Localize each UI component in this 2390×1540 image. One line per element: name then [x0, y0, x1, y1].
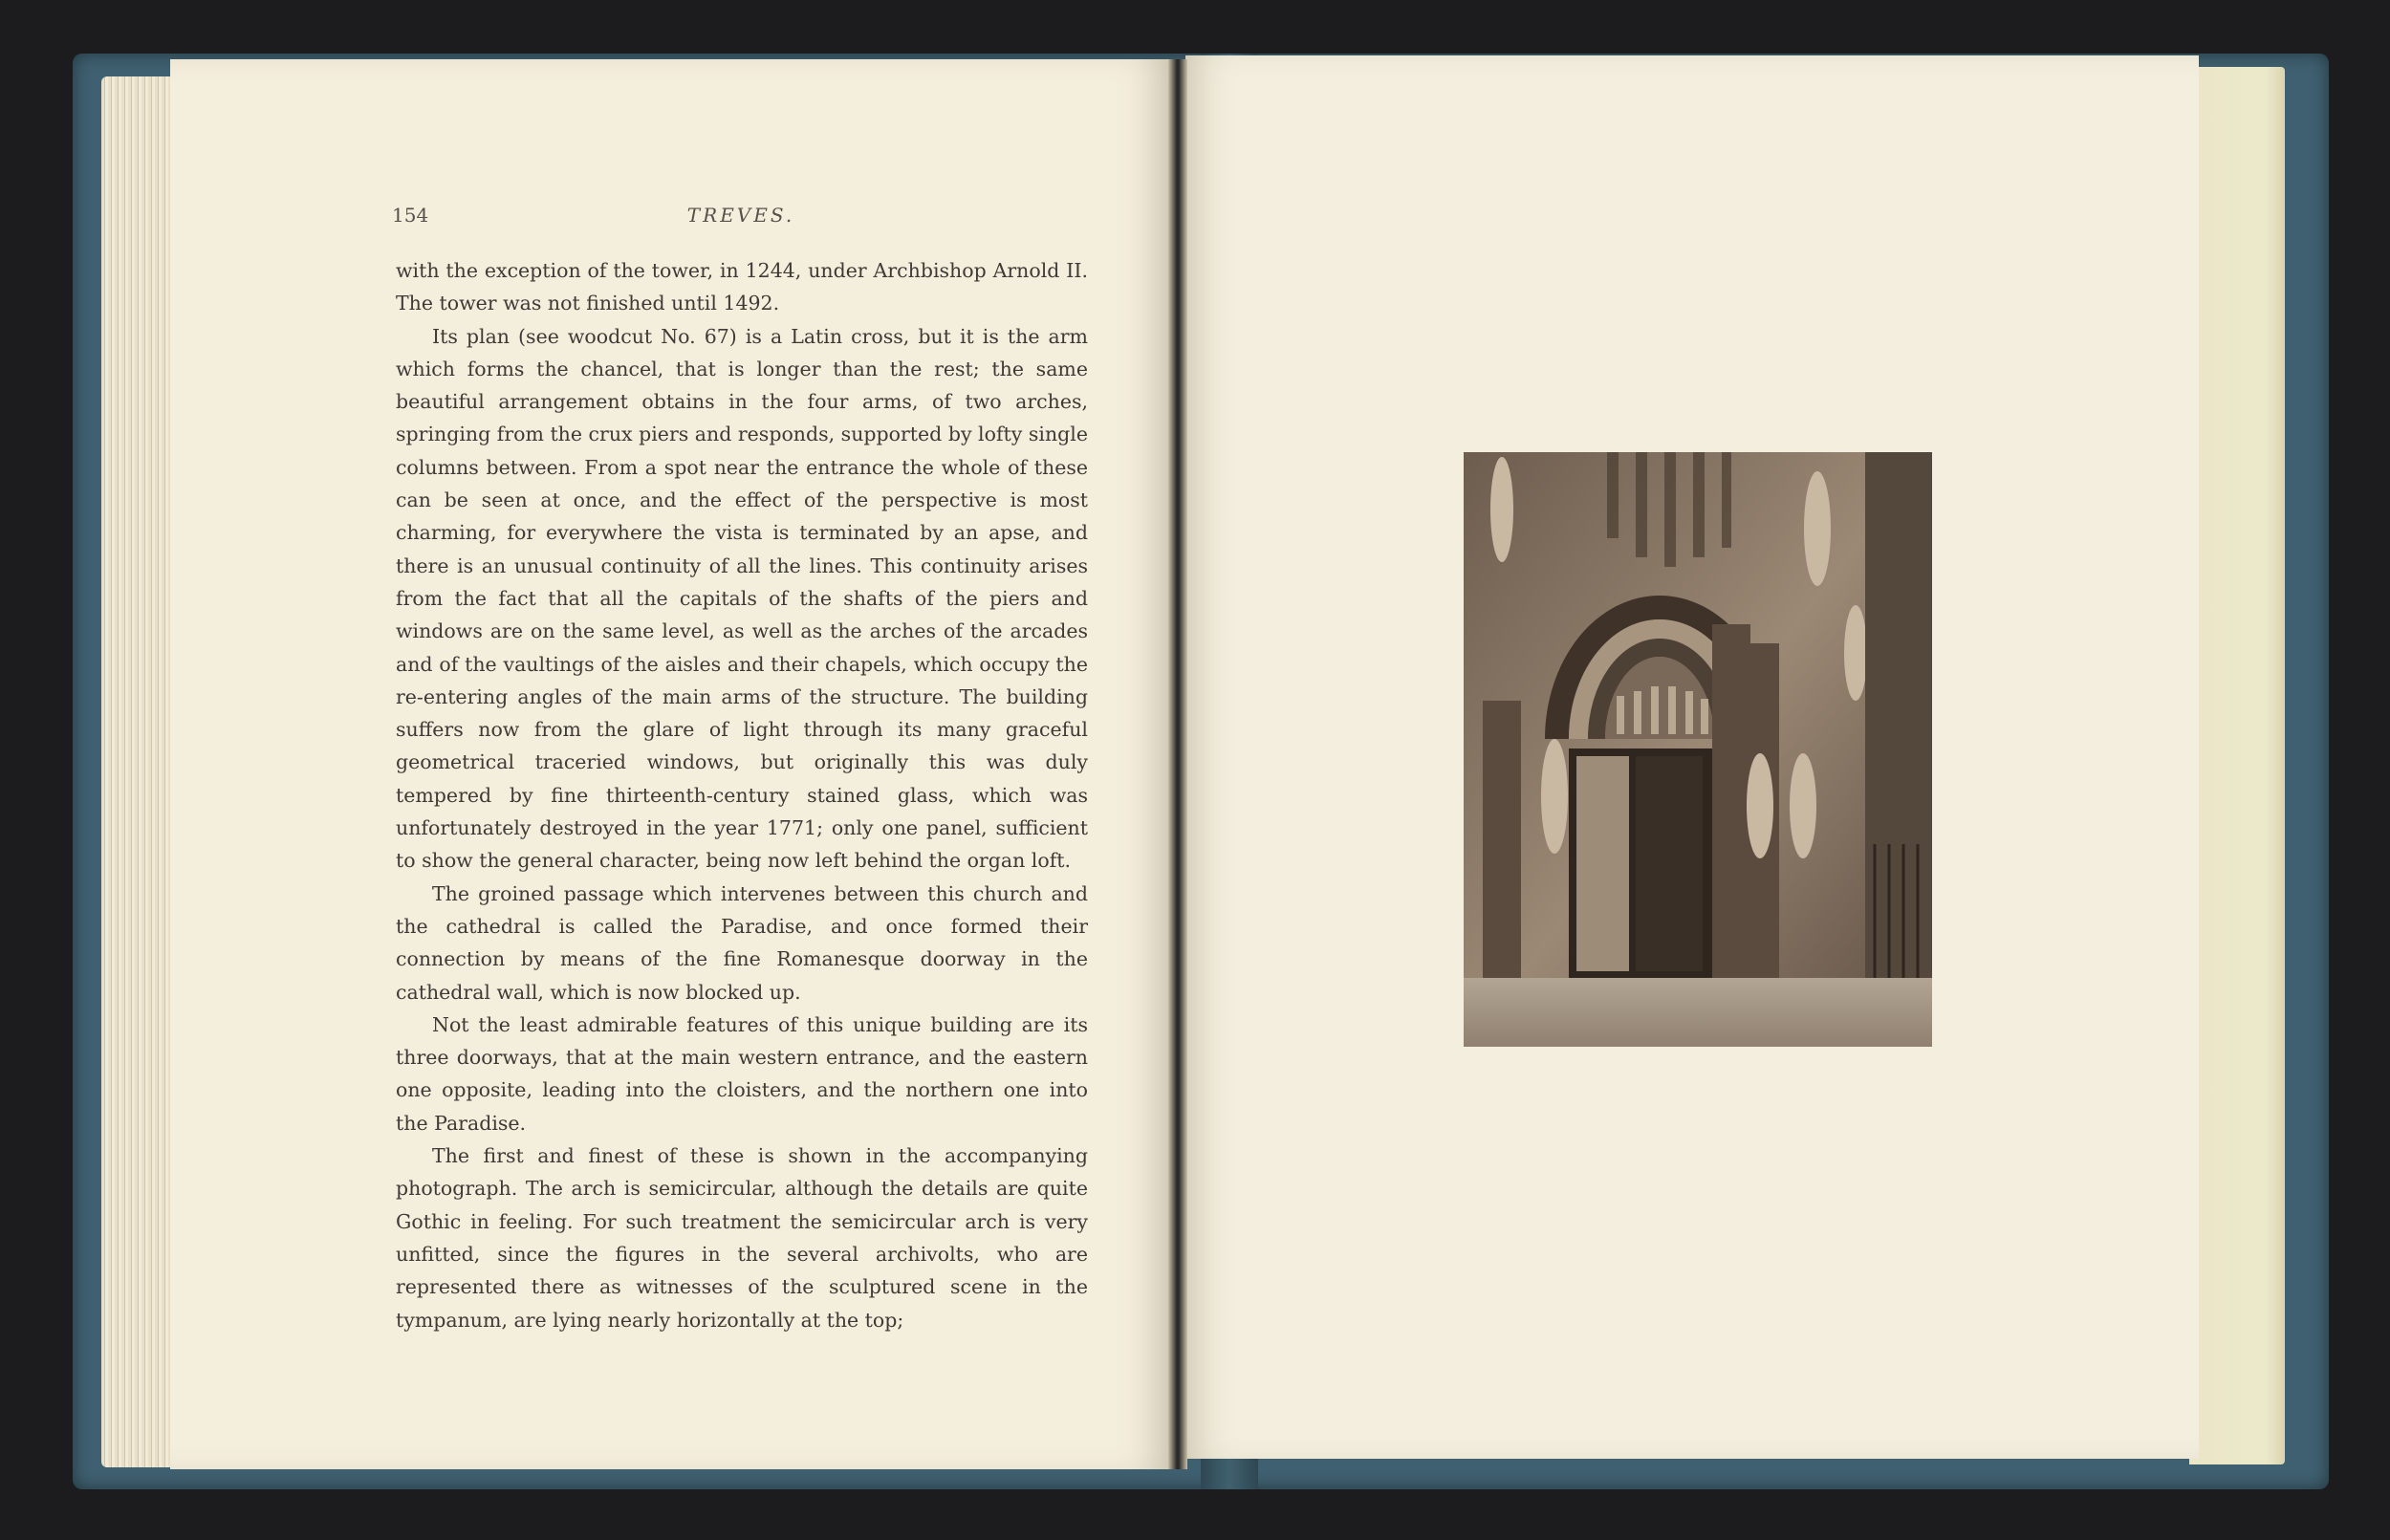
- paragraph: The first and finest of these is shown in the accompanying photograph. The arch is semicircular, although the details are quite Gothic in feeling. For such treatment the semicircular arch is very unfitted, since the figures in the several archivolts, who are represented there as witnesses of the sculptured scene in the tympanum, are lying nearly horizontally at the top;: [396, 1144, 1088, 1332]
- running-head: [392, 204, 1090, 232]
- running-title: TREVES.: [686, 204, 795, 227]
- page-edges-left: [101, 76, 180, 1467]
- gothic-portal-photo: [1464, 452, 1932, 1047]
- paragraph: Its plan (see woodcut No. 67) is a Latin cross, but it is the arm which forms the chancel, that is longer than the rest; the same beautiful arrangement obtains in the four arms, of two arches, springing from the crux piers and responds, supported by lofty single columns between. From a spot near the entrance the whole of these can be seen at once, and the effect of the perspective is most charming, for everywhere the vista is terminated by an apse, and there is an unusual continuity of all the lines. This continuity arises from the fact that all the capitals of the shafts of the piers and windows are on the same level, as well as the arches of the arcades and of the vaultings of the aisles and their chapels, which occupy the re-entering angles of the main arms of the structure. The building suffers now from the glare of light through its many graceful geometrical traceried windows, but originally this was duly tempered by fine thirteenth-century stained glass, which was unfortunately destroyed in the year 1771; only one panel, sufficient to show the general character, being now left behind the organ loft.: [396, 324, 1088, 873]
- paragraph: The groined passage which intervenes between this church and the cathedral is called the Paradise, and once formed their connection by means of the fine Romanesque doorway in the cathedral wall, which is now blocked up.: [396, 881, 1088, 1004]
- page-edges-right: [2189, 67, 2285, 1464]
- page-number: 154: [392, 204, 429, 227]
- paragraph: Not the least admirable features of this unique building are its three doorways, that at the main western entrance, and the eastern one opposite, leading into the cloisters, and the northern one into the Paradise.: [396, 1012, 1088, 1135]
- book-gutter: [1168, 59, 1187, 1469]
- paragraph: with the exception of the tower, in 1244, under Archbishop Arnold II. The tower was not finished until 1492.: [396, 259, 1088, 315]
- body-text: [396, 254, 1088, 1336]
- photo-illustration: [1464, 452, 1932, 1047]
